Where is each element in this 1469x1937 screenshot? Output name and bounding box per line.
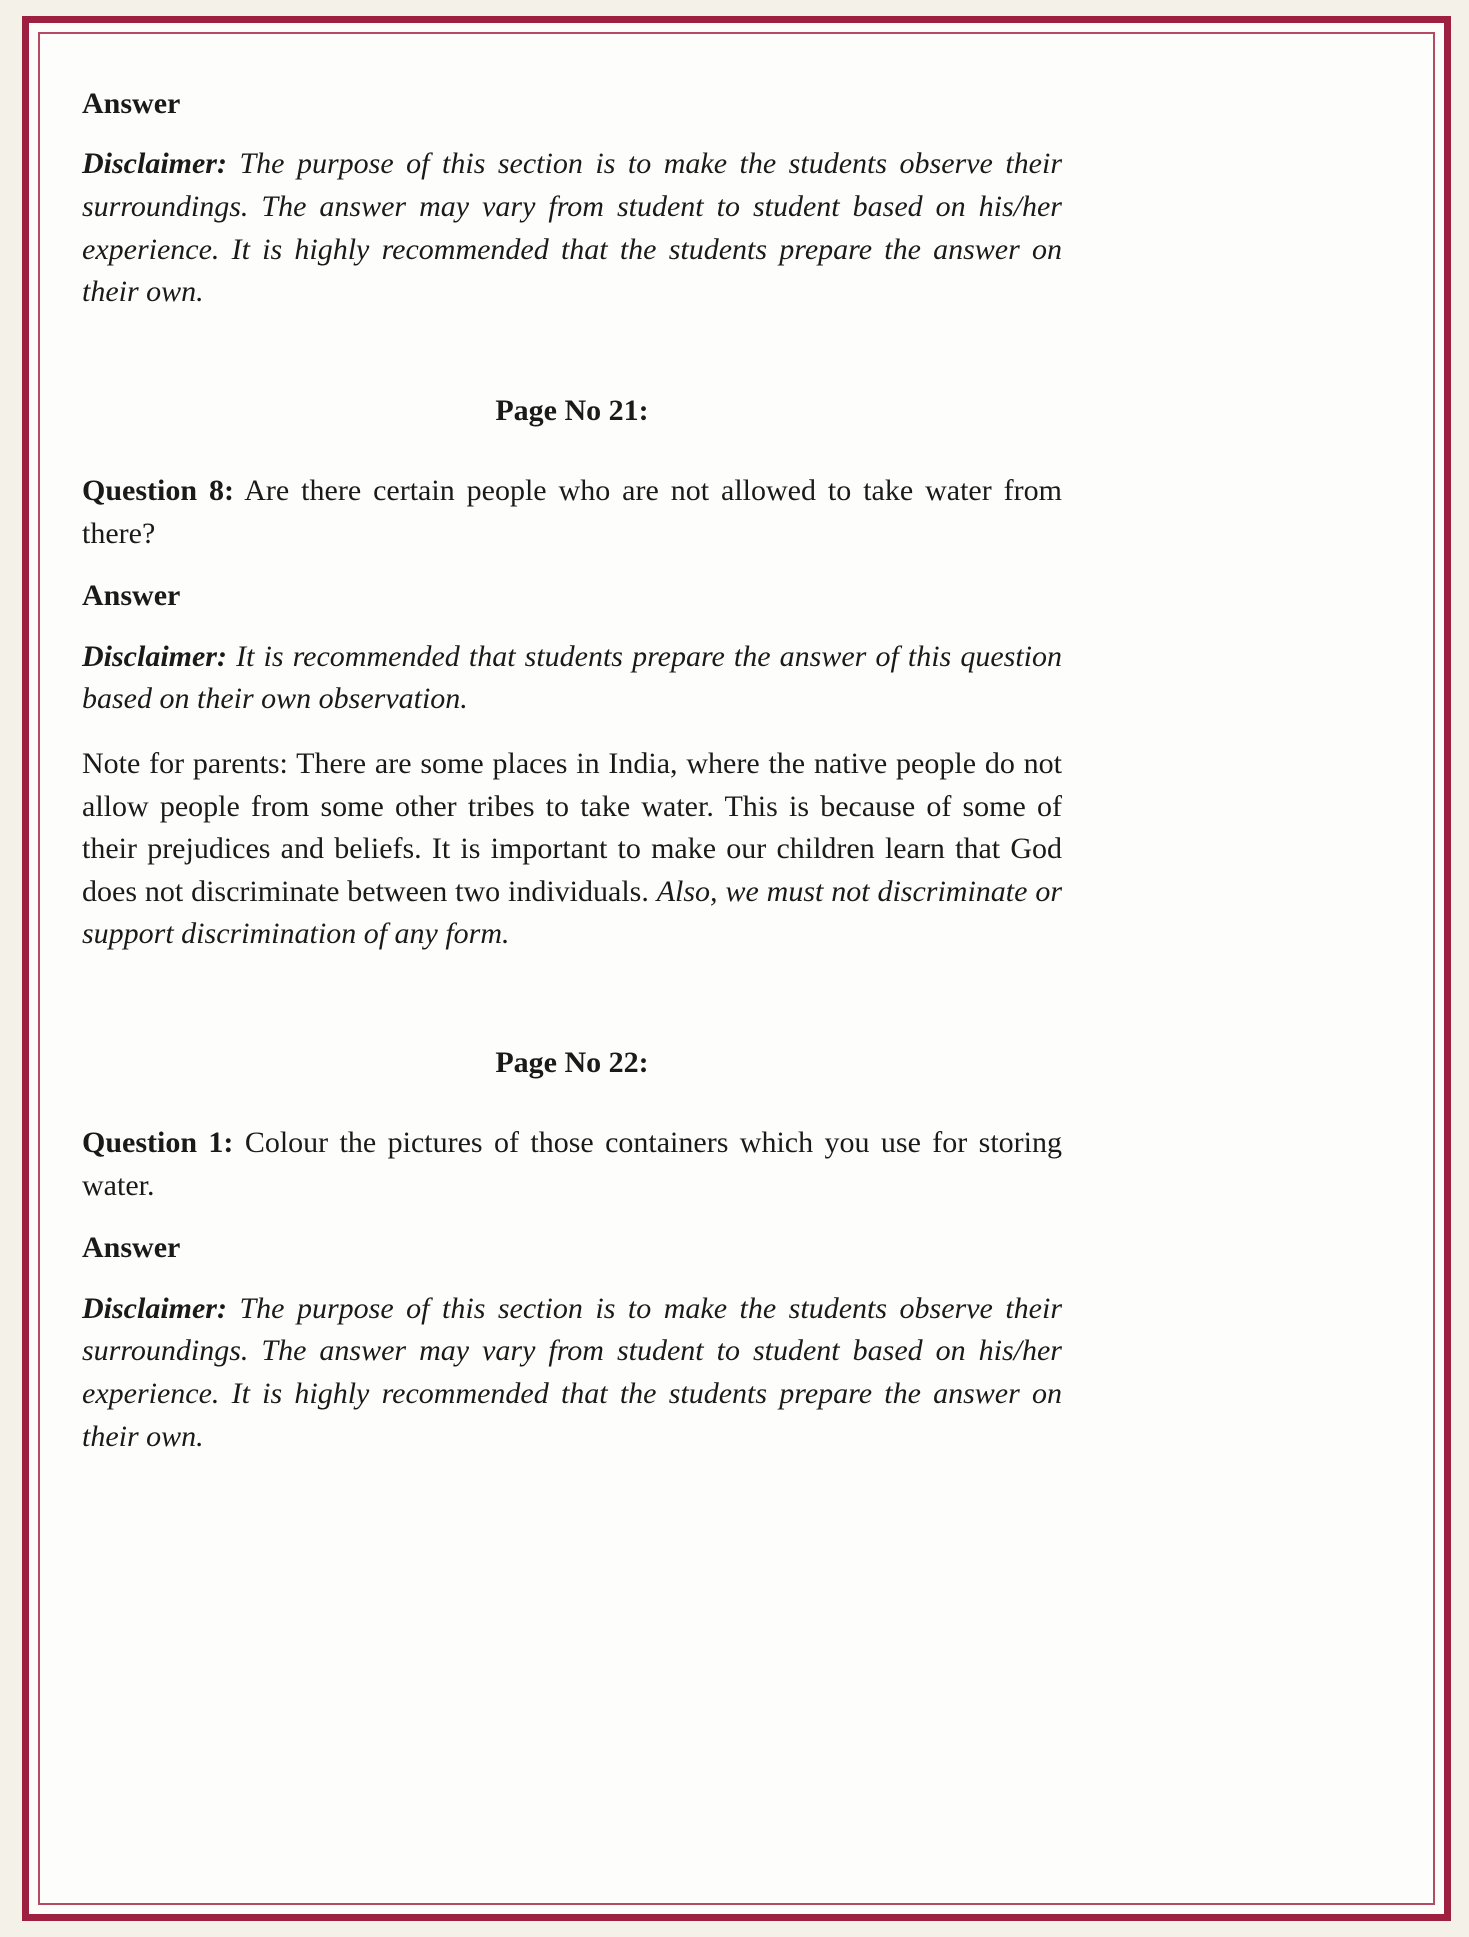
disclaimer-paragraph-3 (82, 1288, 1062, 1458)
disclaimer-body-1: The purpose of this section is to make the students observe their surroundings. The answer may vary from student to student based on his/her experience. It is highly recommended that the students prepare the answer on their own. (82, 147, 1062, 309)
question-8-body: Are there certain people who are not allowed to take water from there? (82, 474, 1063, 550)
disclaimer-label-1: Disclaimer: (82, 147, 227, 181)
section-spacer (82, 314, 1062, 392)
section-spacer (82, 956, 1062, 1044)
page-number-heading-22: Page No 22: (495, 1045, 649, 1079)
disclaimer-paragraph-2 (82, 636, 1062, 721)
note-body-plain: Note for parents: There are some places in India, where the native people do not allow people from some other tribes to take water. This is because of some of their prejudices and beliefs. It is important to make our children learn that God does not discriminate between two individuals. (82, 746, 1062, 908)
disclaimer-label-2: Disclaimer: (82, 639, 227, 673)
heading-spacer (82, 1082, 1062, 1122)
heading-spacer (82, 430, 1062, 470)
paragraph-spacer (82, 721, 1062, 743)
disclaimer-body-2: It is recommended that students prepare the answer of this question based on their own observation. (82, 639, 1062, 716)
disclaimer-label-3: Disclaimer: (82, 1291, 227, 1325)
answer-heading-3: Answer (82, 1231, 181, 1265)
question-1-body: Colour the pictures of those containers which you use for storing water. (82, 1126, 1063, 1202)
question-1-paragraph (82, 1122, 1062, 1207)
answer-heading-2: Answer (82, 579, 181, 613)
question-1-label: Question 1: (82, 1126, 234, 1160)
note-body-italic: Also, we must not discriminate or support discrimination of any form. (82, 874, 1062, 951)
disclaimer-body-3: The purpose of this section is to make the students observe their surroundings. The answer may vary from student to student based on his/her experience. It is highly recommended that the students prepare the answer on their own. (82, 1291, 1062, 1453)
answer-heading-1: Answer (82, 87, 181, 120)
paragraph-spacer (82, 1207, 1062, 1229)
paragraph-spacer (82, 555, 1062, 577)
note-for-parents-paragraph (82, 743, 1062, 956)
disclaimer-paragraph-1 (82, 143, 1062, 313)
page-number-heading-21: Page No 21: (495, 393, 649, 427)
document-content (82, 85, 1062, 1458)
question-8-label: Question 8: (82, 474, 234, 508)
question-8-paragraph (82, 470, 1062, 555)
